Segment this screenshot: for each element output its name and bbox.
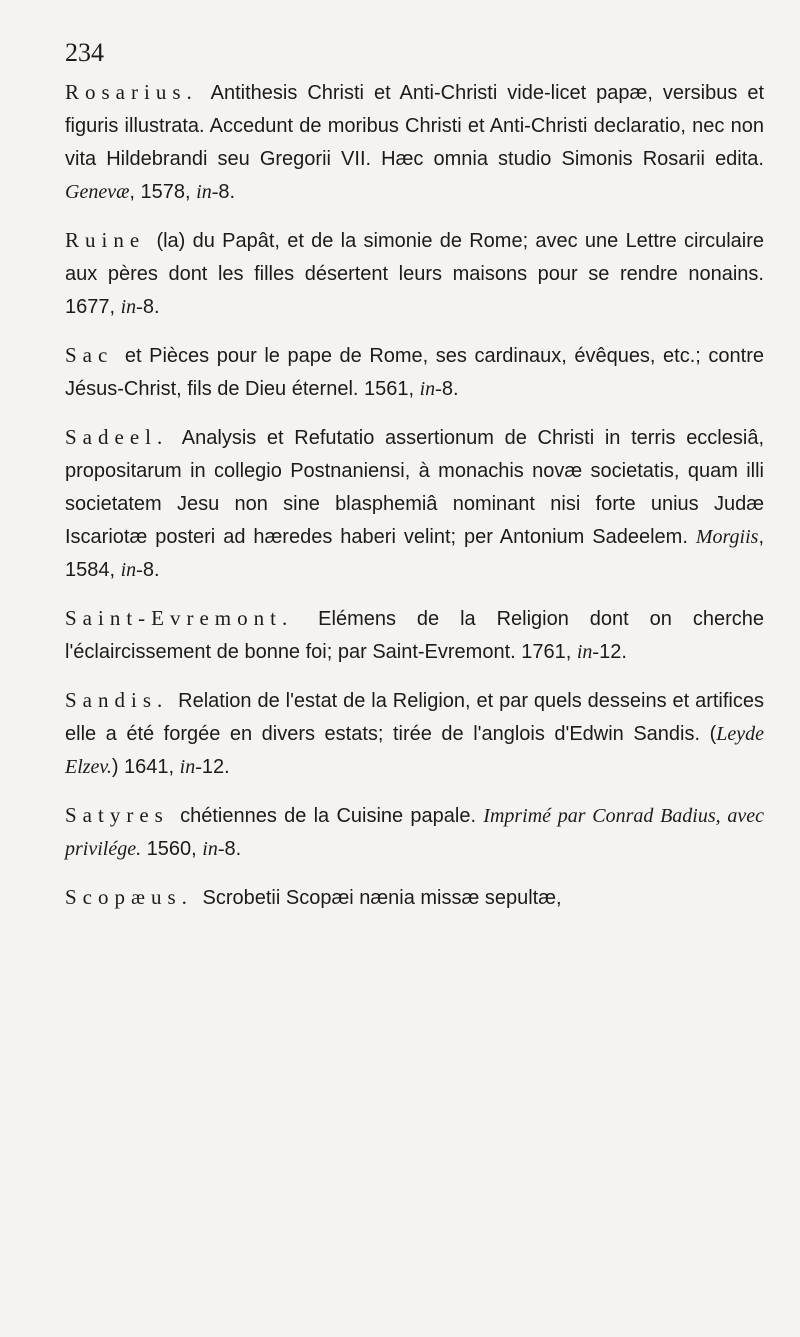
catalogue-entry — [65, 602, 764, 669]
entry-italic-text: Genevæ — [65, 181, 130, 203]
entry-text: 8. — [142, 559, 160, 581]
entry-italic-text: Morgiis — [695, 526, 759, 548]
entry-italic-text: in- — [179, 756, 202, 778]
entry-text: ) 1641, — [111, 756, 180, 778]
entry-italic-text: in- — [120, 296, 143, 318]
catalogue-entry — [65, 684, 764, 784]
catalogue-entry — [65, 881, 764, 915]
entry-text: 12. — [201, 756, 230, 778]
page-number: 234 — [65, 38, 104, 67]
entry-text: et Pièces pour le pape de Rome, ses cardinaux, évêques, etc.; contre Jésus-Christ, fils de Dieu éternel. 1561, — [65, 345, 764, 400]
entry-text: Relation de l'estat de la Religion, et par quels desseins et artifices elle a été forgée en divers estats; tirée de l'anglois d'Edwin Sandis. ( — [65, 690, 764, 745]
entry-heading: Rosarius. — [65, 80, 198, 104]
entry-italic-text: in- — [202, 838, 225, 860]
entry-heading: Sandis. — [65, 688, 169, 712]
entry-text: chétiennes de la Cuisine papale. — [172, 805, 484, 827]
entry-text: , 1584, — [65, 526, 764, 581]
entry-text: 8. — [441, 378, 459, 400]
entry-italic-text: in- — [196, 181, 219, 203]
catalogue-entry — [65, 76, 764, 209]
entry-heading: Saint-Evremont. — [65, 606, 294, 630]
entry-text: Scrobetii Scopæi nænia missæ sepultæ, — [196, 887, 562, 909]
entry-heading: Satyres — [65, 803, 169, 827]
entry-text: Analysis et Refutatio assertionum de Christi in terris ecclesiâ, propositarum in collegio Postnaniensi, à monachis novæ societatis, quam illi societatem Jesu non sine blasphemiâ nominant nisi forte unius Judæ Iscariotæ posteri ad hæredes haberi velint; per Antonium Sadeelem. — [65, 427, 764, 548]
entry-italic-text: Leyde Elzev. — [65, 723, 764, 778]
entry-text: 8. — [142, 296, 160, 318]
entry-heading: Scopæus. — [65, 885, 193, 909]
entry-text: 12. — [599, 641, 627, 663]
entry-text: Antithesis Christi et Anti-Christi vide-licet papæ, versibus et figuris illustrata. Accedunt de moribus Christi et Anti-Christi declaratio, nec non vita Hildebrandi seu Gregorii VII. Hæc omnia studio Simonis Rosarii edita. — [65, 82, 764, 170]
entry-list — [65, 76, 764, 915]
entry-italic-text: in- — [120, 559, 143, 581]
entry-italic-text: in- — [576, 641, 600, 663]
entry-text: 8. — [218, 181, 236, 203]
catalogue-entry — [65, 799, 764, 866]
entry-text: Elémens de la Religion dont on cherche l'éclaircissement de bonne foi; par Saint-Evremont. 1761, — [65, 608, 764, 663]
entry-heading: Ruine — [65, 228, 146, 252]
entry-text: , 1578, — [129, 181, 197, 203]
catalogue-entry — [65, 339, 764, 406]
entry-heading: Sadeel. — [65, 425, 169, 449]
entry-italic-text: in- — [419, 378, 442, 400]
entry-text: 1560, — [141, 838, 203, 860]
catalogue-entry — [65, 224, 764, 324]
entry-italic-text: Imprimé par Conrad Badius, avec privilége. — [65, 805, 764, 860]
catalogue-entry — [65, 421, 764, 587]
entry-text: (la) du Papât, et de la simonie de Rome; avec une Lettre circulaire aux pères dont les filles désertent leurs maisons pour se rendre nonains. 1677, — [65, 230, 764, 318]
entry-heading: Sac — [65, 343, 114, 367]
entry-text: 8. — [224, 838, 242, 860]
